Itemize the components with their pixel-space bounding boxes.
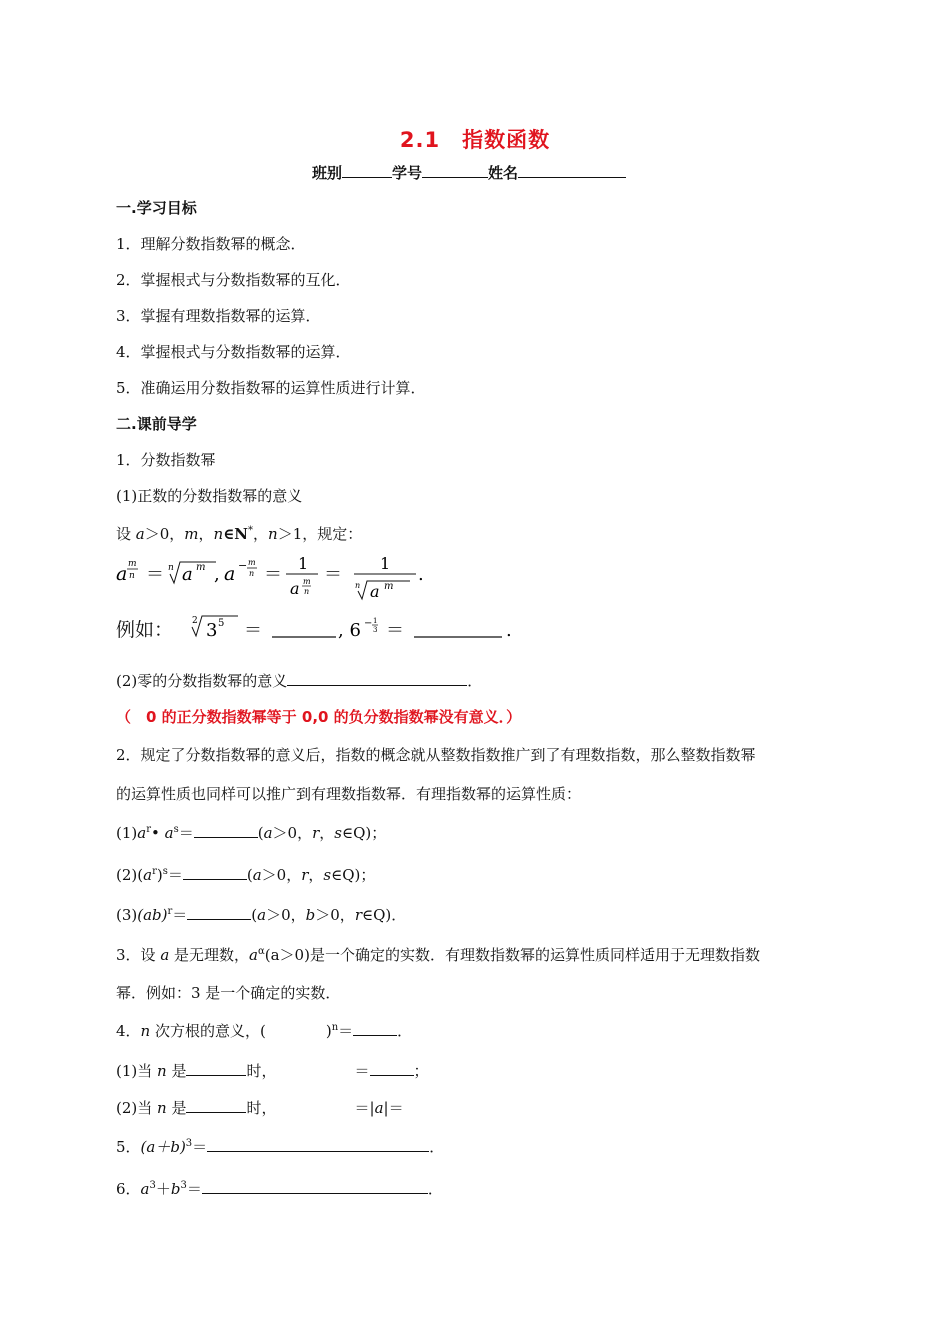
svg-text:＝: ＝ bbox=[386, 620, 404, 641]
objective-item: 3．掌握有理数指数幂的运算． bbox=[116, 307, 321, 325]
number-blank[interactable] bbox=[422, 163, 488, 178]
svg-text:＝: ＝ bbox=[324, 564, 342, 585]
paragraph: 2．规定了分数指数幂的意义后，指数的概念就从整数指数推广到了有理数指数，那么整数指数幂 bbox=[116, 746, 756, 764]
answer-blank[interactable] bbox=[353, 1021, 397, 1036]
answer-blank[interactable] bbox=[186, 1061, 246, 1076]
example-label: 例如： bbox=[116, 619, 174, 641]
name-label: 姓名 bbox=[488, 164, 519, 182]
svg-text:2: 2 bbox=[192, 616, 198, 626]
red-note: （ 0 的正分数指数幂等于 0,0 的负分数指数幂没有意义．） bbox=[116, 708, 522, 726]
objective-item: 5．准确运用分数指数幂的运算性质进行计算． bbox=[116, 379, 426, 397]
answer-blank[interactable] bbox=[194, 823, 258, 838]
section1-heading: 一.学习目标 bbox=[116, 199, 197, 217]
paragraph: (1)正数的分数指数幂的意义 bbox=[116, 487, 303, 505]
objective-item: 1．理解分数指数幂的概念． bbox=[116, 235, 306, 253]
svg-text:n: n bbox=[304, 587, 310, 596]
nth-root-case-1: (1)当 n 是 时， ＝ ； bbox=[116, 1062, 429, 1080]
section2-heading: 二.课前导学 bbox=[116, 415, 197, 433]
svg-text:a: a bbox=[224, 563, 236, 585]
svg-text:3: 3 bbox=[373, 626, 378, 634]
svg-text:n: n bbox=[129, 571, 135, 581]
zero-exponent-line: (2)零的分数指数幂的意义 ． bbox=[116, 672, 483, 690]
svg-text:.: . bbox=[418, 564, 424, 585]
class-label: 班别 bbox=[312, 164, 343, 182]
class-blank[interactable] bbox=[342, 163, 392, 178]
nth-root-line: 4．n 次方根的意义，( )$^n$＝ ． bbox=[116, 1022, 413, 1040]
cube-of-sum-line: 5．$(a+b)^3=$ ． bbox=[116, 1138, 445, 1156]
svg-text:m: m bbox=[384, 581, 394, 592]
svg-text:1: 1 bbox=[298, 554, 309, 573]
svg-text:1: 1 bbox=[373, 617, 378, 625]
svg-text:a: a bbox=[182, 564, 193, 585]
answer-blank[interactable] bbox=[370, 1061, 414, 1076]
svg-text:＝: ＝ bbox=[264, 564, 282, 585]
sum-of-cubes-line: 6．$a^3+b^3=$ ． bbox=[116, 1180, 443, 1198]
answer-blank[interactable] bbox=[186, 1098, 246, 1113]
svg-text:m: m bbox=[303, 577, 311, 586]
example-formula bbox=[186, 610, 526, 644]
svg-text:5: 5 bbox=[218, 618, 225, 629]
answer-blank[interactable] bbox=[183, 865, 247, 880]
svg-text:m: m bbox=[248, 558, 256, 567]
page-title: 2.1 指数函数 bbox=[399, 128, 551, 152]
svg-text:m: m bbox=[128, 559, 137, 569]
svg-text:−: − bbox=[364, 618, 373, 629]
svg-text:a: a bbox=[116, 563, 128, 585]
svg-text:−: − bbox=[238, 559, 248, 572]
rule-1: $(1)a^r•$ $a^s= (a>0$，r，s∈Q)； bbox=[116, 824, 387, 842]
nth-root-case-2: (2)当 n 是 时， ＝|a|＝ bbox=[116, 1099, 404, 1117]
rule-2: $(2)(a^r)^s= (a>0$，r，s∈Q)； bbox=[116, 866, 376, 884]
svg-text:,: , bbox=[214, 564, 220, 585]
paragraph: 幂．例如：3 是一个确定的实数． bbox=[116, 984, 341, 1002]
svg-text:.: . bbox=[506, 620, 512, 641]
answer-blank[interactable] bbox=[207, 1137, 429, 1152]
svg-text:＝: ＝ bbox=[146, 564, 164, 585]
setup-line: 设 a＞0，m，n∈N*，n＞1，规定： bbox=[116, 525, 363, 543]
svg-text:a: a bbox=[290, 579, 300, 598]
number-label: 学号 bbox=[392, 164, 423, 182]
svg-text:＝: ＝ bbox=[244, 620, 262, 641]
answer-blank[interactable] bbox=[202, 1179, 428, 1194]
svg-text:n: n bbox=[168, 563, 174, 573]
paragraph-3-line1: 3．设 a 是无理数，$a^\alpha(a>0)$是一个确定的实数．有理数指数幂的运算性质同样适用于无理数指数 bbox=[116, 946, 760, 964]
svg-text:m: m bbox=[196, 562, 206, 573]
paragraph: 的运算性质也同样可以推广到有理数指数幂．有理指数幂的运算性质： bbox=[116, 785, 582, 803]
objective-item: 4．掌握根式与分数指数幂的运算． bbox=[116, 343, 351, 361]
rule-3: (3)(ab)$^r$＝ (a＞0，b＞0，r∈Q)． bbox=[116, 906, 407, 924]
answer-blank[interactable] bbox=[287, 671, 467, 686]
student-info-line bbox=[312, 162, 626, 183]
svg-text:n: n bbox=[249, 569, 255, 578]
name-blank[interactable] bbox=[518, 163, 626, 178]
svg-text:n: n bbox=[355, 581, 361, 590]
svg-text:3: 3 bbox=[206, 620, 218, 641]
svg-text:1: 1 bbox=[380, 554, 391, 573]
objective-item: 2．掌握根式与分数指数幂的互化． bbox=[116, 271, 351, 289]
svg-text:a: a bbox=[370, 582, 380, 601]
fractional-exponent-definition bbox=[112, 550, 442, 602]
answer-blank[interactable] bbox=[187, 905, 251, 920]
svg-text:, 6: , 6 bbox=[338, 620, 361, 641]
paragraph: 1．分数指数幂 bbox=[116, 451, 216, 469]
